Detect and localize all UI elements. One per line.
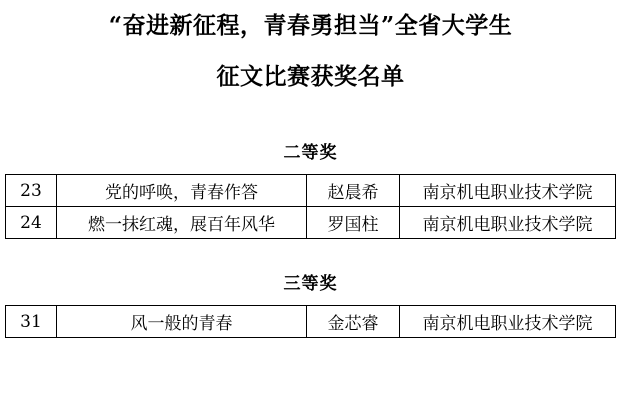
cell-work-title: 党的呼唤，青春作答 bbox=[57, 175, 307, 207]
cell-school: 南京机电职业技术学院 bbox=[400, 207, 616, 239]
award-section-third-prize bbox=[0, 239, 621, 338]
page-title-line-1: “奋进新征程，青春勇担当”全省大学生 bbox=[108, 12, 513, 39]
page-title-line-2: 征文比赛获奖名单 bbox=[216, 63, 405, 90]
section-heading-second-prize: 二等奖 bbox=[283, 143, 338, 163]
cell-rank: 23 bbox=[6, 175, 57, 207]
award-table-third-prize bbox=[5, 305, 616, 338]
cell-school: 南京机电职业技术学院 bbox=[400, 175, 616, 207]
cell-work-title: 风一般的青春 bbox=[57, 306, 307, 338]
cell-school: 南京机电职业技术学院 bbox=[400, 306, 616, 338]
table-row bbox=[6, 306, 616, 338]
cell-author: 赵晨希 bbox=[307, 175, 400, 207]
cell-author: 金芯睿 bbox=[307, 306, 400, 338]
award-table-second-prize bbox=[5, 174, 616, 239]
table-row bbox=[6, 175, 616, 207]
table-row bbox=[6, 207, 616, 239]
cell-author: 罗国柱 bbox=[307, 207, 400, 239]
cell-work-title: 燃一抹红魂，展百年风华 bbox=[57, 207, 307, 239]
cell-rank: 24 bbox=[6, 207, 57, 239]
cell-rank: 31 bbox=[6, 306, 57, 338]
award-section-second-prize bbox=[0, 88, 621, 239]
section-heading-third-prize: 三等奖 bbox=[283, 274, 338, 294]
